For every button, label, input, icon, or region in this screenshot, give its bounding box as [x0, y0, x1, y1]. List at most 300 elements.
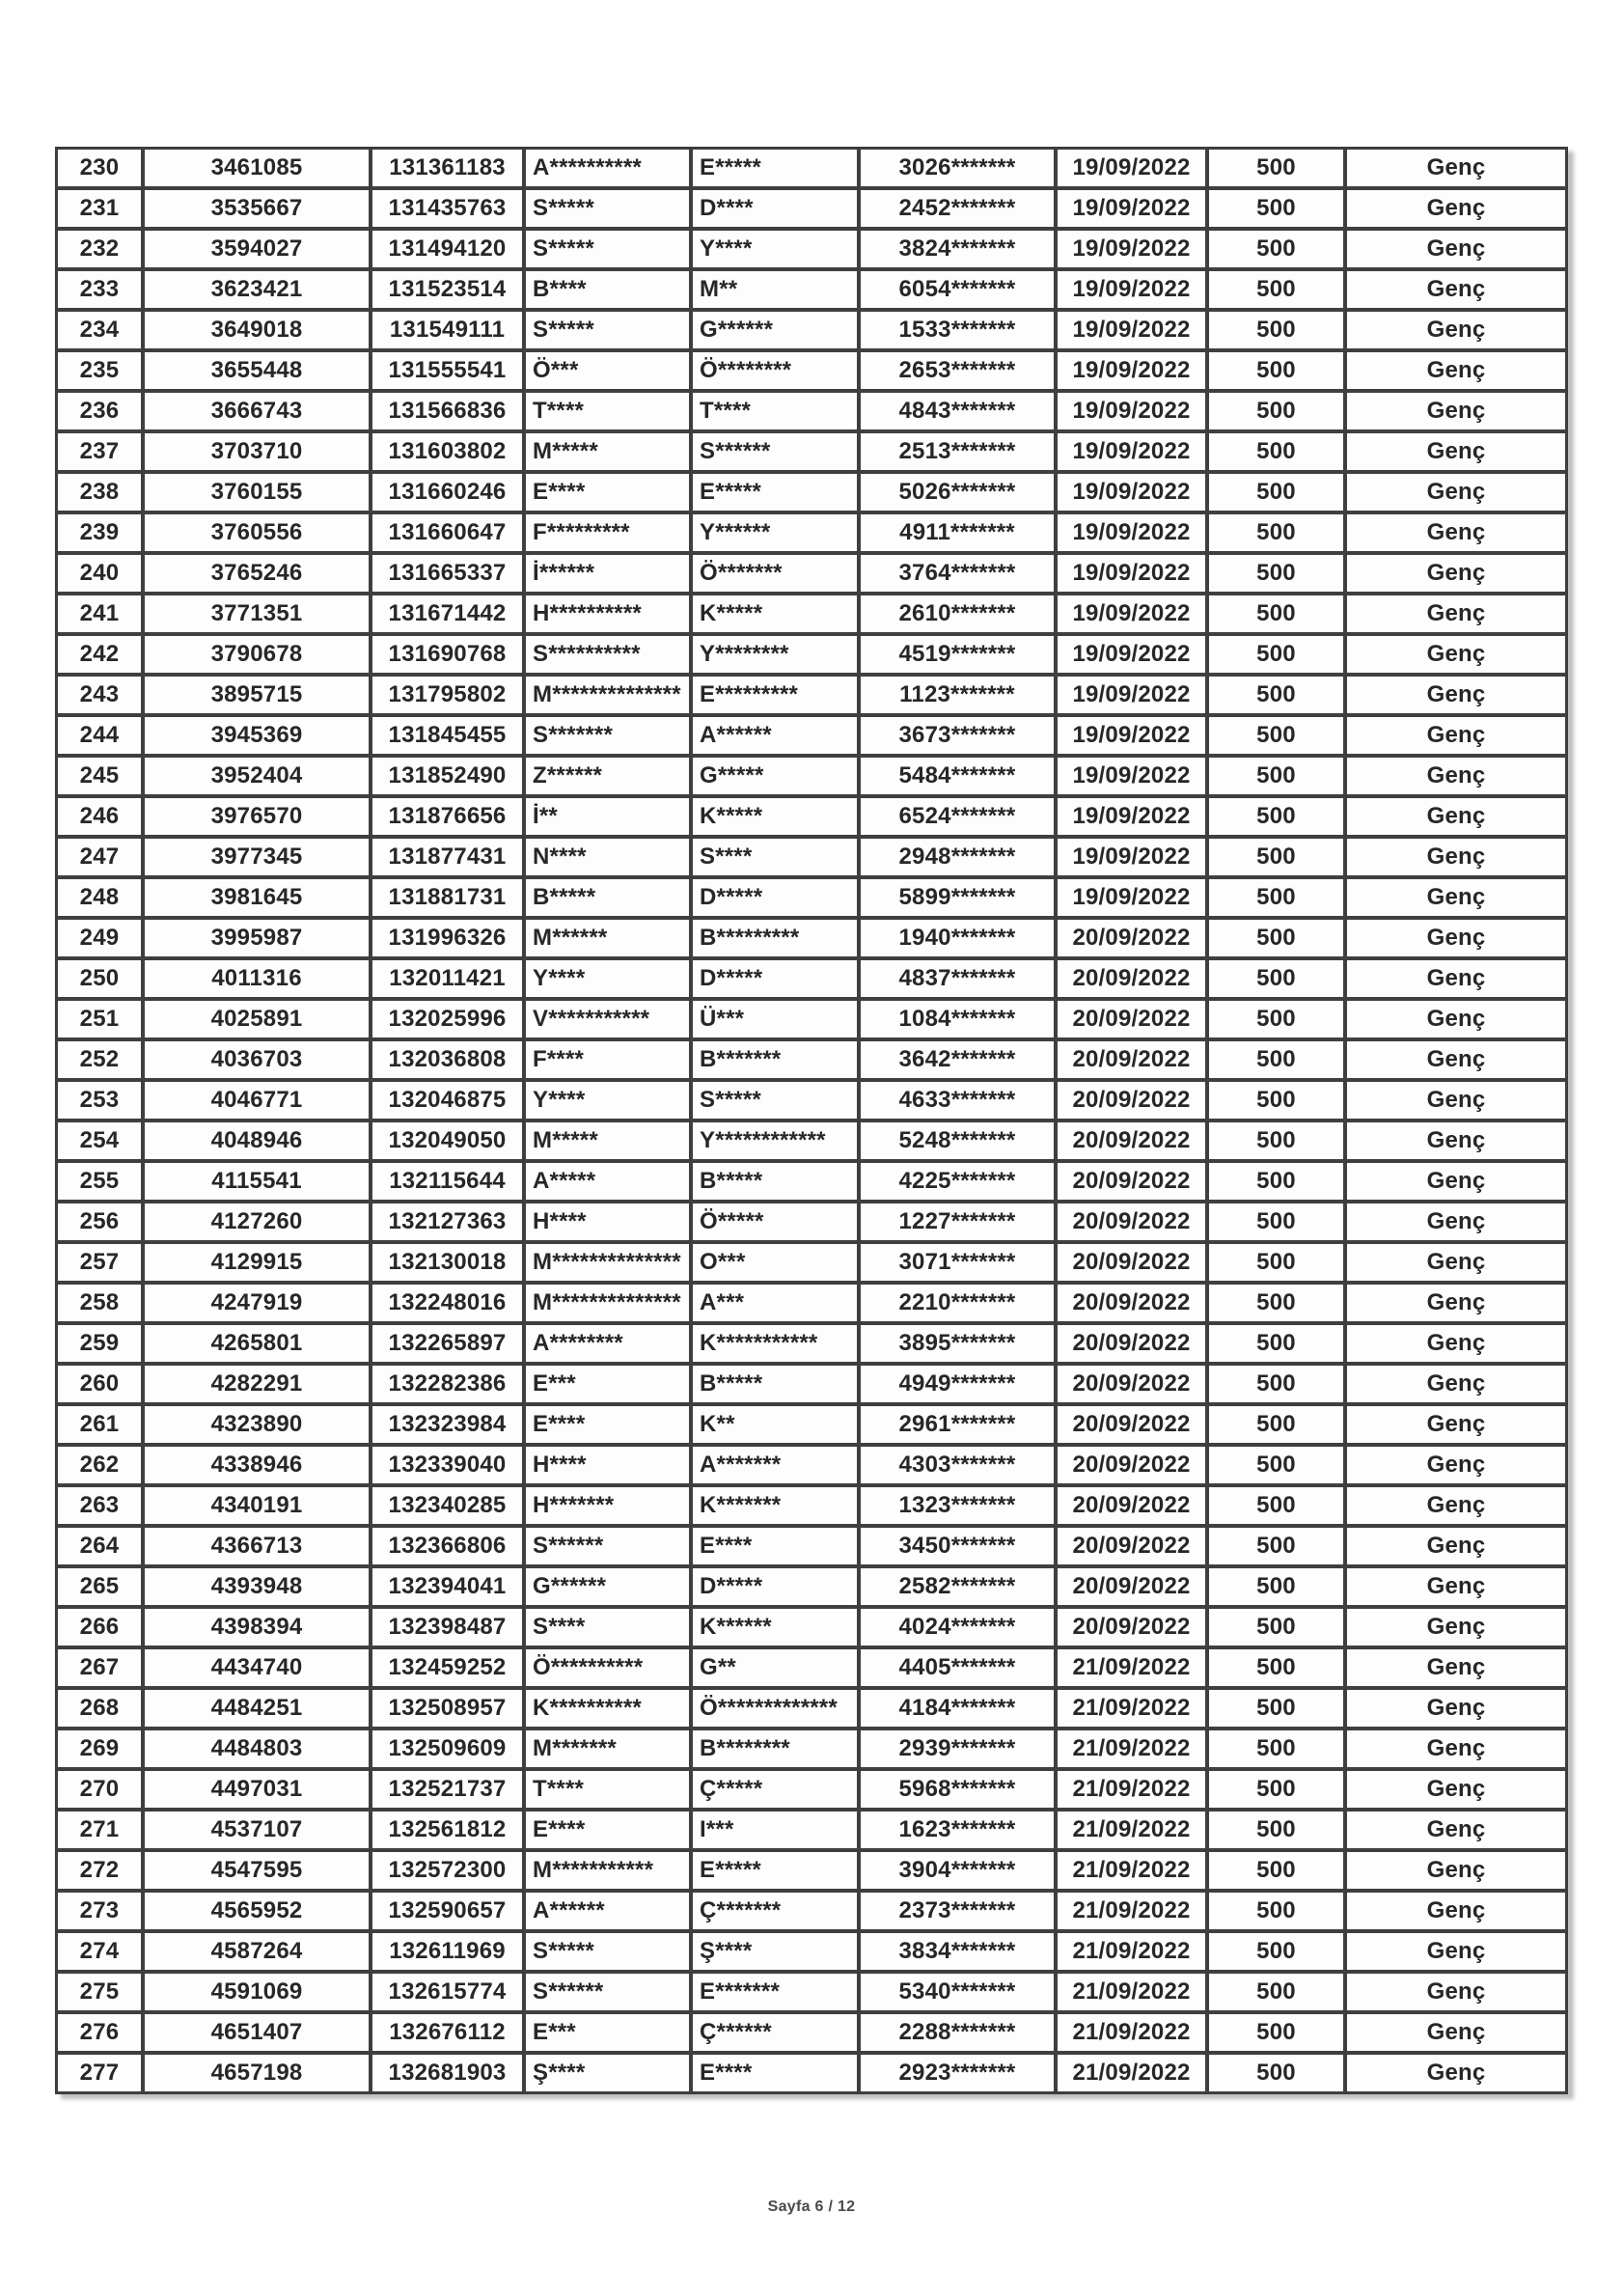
- category-cell: Genç: [1345, 1647, 1567, 1688]
- masked-first-name-cell: S*******: [524, 715, 691, 756]
- application-no-cell: 4340191: [143, 1485, 371, 1526]
- reference-no-cell: 132509609: [371, 1729, 524, 1769]
- category-cell: Genç: [1345, 512, 1567, 553]
- masked-number-cell: 2948*******: [859, 837, 1056, 877]
- table-row: [56, 634, 1567, 675]
- row-number-cell: 233: [56, 269, 143, 310]
- reference-no-cell: 132590657: [371, 1891, 524, 1931]
- table-row: [56, 1323, 1567, 1364]
- payment-date-cell: 19/09/2022: [1056, 229, 1207, 269]
- table-row: [56, 1242, 1567, 1283]
- table-row: [56, 837, 1567, 877]
- masked-first-name-cell: H****: [524, 1202, 691, 1242]
- masked-last-name-cell: B*******: [691, 1039, 859, 1080]
- reference-no-cell: 132340285: [371, 1485, 524, 1526]
- category-cell: Genç: [1345, 431, 1567, 472]
- amount-cell: 500: [1207, 1931, 1345, 1972]
- masked-first-name-cell: Ö***: [524, 350, 691, 391]
- masked-last-name-cell: Ö********: [691, 350, 859, 391]
- masked-last-name-cell: K*****: [691, 594, 859, 634]
- masked-number-cell: 4405*******: [859, 1647, 1056, 1688]
- row-number-cell: 254: [56, 1120, 143, 1161]
- reference-no-cell: 131435763: [371, 188, 524, 229]
- table-row: [56, 999, 1567, 1039]
- category-cell: Genç: [1345, 918, 1567, 958]
- payment-date-cell: 19/09/2022: [1056, 594, 1207, 634]
- amount-cell: 500: [1207, 1607, 1345, 1647]
- table-row: [56, 1891, 1567, 1931]
- table-row: [56, 391, 1567, 431]
- masked-number-cell: 2582*******: [859, 1566, 1056, 1607]
- payment-date-cell: 21/09/2022: [1056, 1647, 1207, 1688]
- amount-cell: 500: [1207, 1445, 1345, 1485]
- reference-no-cell: 132036808: [371, 1039, 524, 1080]
- masked-last-name-cell: M**: [691, 269, 859, 310]
- payment-date-cell: 19/09/2022: [1056, 756, 1207, 796]
- reference-no-cell: 132323984: [371, 1404, 524, 1445]
- application-no-cell: 3655448: [143, 350, 371, 391]
- amount-cell: 500: [1207, 1364, 1345, 1404]
- reference-no-cell: 132130018: [371, 1242, 524, 1283]
- application-no-cell: 4366713: [143, 1526, 371, 1566]
- masked-first-name-cell: H*******: [524, 1485, 691, 1526]
- payment-date-cell: 20/09/2022: [1056, 958, 1207, 999]
- masked-last-name-cell: Ü***: [691, 999, 859, 1039]
- table-row: [56, 958, 1567, 999]
- masked-number-cell: 6524*******: [859, 796, 1056, 837]
- reference-no-cell: 132459252: [371, 1647, 524, 1688]
- application-no-cell: 3666743: [143, 391, 371, 431]
- masked-first-name-cell: M*****: [524, 1120, 691, 1161]
- application-no-cell: 4651407: [143, 2012, 371, 2053]
- table-row: [56, 1647, 1567, 1688]
- category-cell: Genç: [1345, 1769, 1567, 1810]
- row-number-cell: 273: [56, 1891, 143, 1931]
- masked-last-name-cell: Y************: [691, 1120, 859, 1161]
- masked-last-name-cell: K**: [691, 1404, 859, 1445]
- reference-no-cell: 132282386: [371, 1364, 524, 1404]
- reference-no-cell: 132611969: [371, 1931, 524, 1972]
- category-cell: Genç: [1345, 634, 1567, 675]
- application-no-cell: 3623421: [143, 269, 371, 310]
- amount-cell: 500: [1207, 1120, 1345, 1161]
- category-cell: Genç: [1345, 229, 1567, 269]
- masked-first-name-cell: Ö**********: [524, 1647, 691, 1688]
- reference-no-cell: 132265897: [371, 1323, 524, 1364]
- application-no-cell: 3895715: [143, 675, 371, 715]
- masked-number-cell: 2513*******: [859, 431, 1056, 472]
- category-cell: Genç: [1345, 1202, 1567, 1242]
- table-row: [56, 594, 1567, 634]
- reference-no-cell: 131603802: [371, 431, 524, 472]
- application-no-cell: 4547595: [143, 1850, 371, 1891]
- masked-number-cell: 2961*******: [859, 1404, 1056, 1445]
- amount-cell: 500: [1207, 431, 1345, 472]
- reference-no-cell: 131494120: [371, 229, 524, 269]
- masked-last-name-cell: B********: [691, 1729, 859, 1769]
- row-number-cell: 252: [56, 1039, 143, 1080]
- category-cell: Genç: [1345, 675, 1567, 715]
- masked-first-name-cell: B****: [524, 269, 691, 310]
- category-cell: Genç: [1345, 837, 1567, 877]
- masked-number-cell: 4633*******: [859, 1080, 1056, 1120]
- row-number-cell: 240: [56, 553, 143, 594]
- masked-number-cell: 5899*******: [859, 877, 1056, 918]
- category-cell: Genç: [1345, 1364, 1567, 1404]
- category-cell: Genç: [1345, 1080, 1567, 1120]
- masked-first-name-cell: A*****: [524, 1161, 691, 1202]
- masked-first-name-cell: Ş****: [524, 2053, 691, 2093]
- masked-last-name-cell: Ş****: [691, 1931, 859, 1972]
- table-row: [56, 2053, 1567, 2093]
- masked-number-cell: 1323*******: [859, 1485, 1056, 1526]
- category-cell: Genç: [1345, 1120, 1567, 1161]
- masked-first-name-cell: H**********: [524, 594, 691, 634]
- masked-number-cell: 3895*******: [859, 1323, 1056, 1364]
- payment-date-cell: 19/09/2022: [1056, 350, 1207, 391]
- table-row: [56, 148, 1567, 188]
- reference-no-cell: 132339040: [371, 1445, 524, 1485]
- masked-last-name-cell: Y****: [691, 229, 859, 269]
- amount-cell: 500: [1207, 188, 1345, 229]
- masked-last-name-cell: E*********: [691, 675, 859, 715]
- row-number-cell: 241: [56, 594, 143, 634]
- amount-cell: 500: [1207, 1769, 1345, 1810]
- masked-first-name-cell: S*****: [524, 229, 691, 269]
- payment-date-cell: 20/09/2022: [1056, 1161, 1207, 1202]
- payment-date-cell: 20/09/2022: [1056, 1202, 1207, 1242]
- reference-no-cell: 131877431: [371, 837, 524, 877]
- masked-first-name-cell: İ**: [524, 796, 691, 837]
- application-no-cell: 4025891: [143, 999, 371, 1039]
- amount-cell: 500: [1207, 1647, 1345, 1688]
- payment-date-cell: 21/09/2022: [1056, 1769, 1207, 1810]
- masked-number-cell: 2610*******: [859, 594, 1056, 634]
- masked-last-name-cell: B*********: [691, 918, 859, 958]
- row-number-cell: 262: [56, 1445, 143, 1485]
- payment-date-cell: 19/09/2022: [1056, 391, 1207, 431]
- row-number-cell: 272: [56, 1850, 143, 1891]
- reference-no-cell: 132025996: [371, 999, 524, 1039]
- reference-no-cell: 132248016: [371, 1283, 524, 1323]
- amount-cell: 500: [1207, 229, 1345, 269]
- payment-date-cell: 19/09/2022: [1056, 472, 1207, 512]
- reference-no-cell: 132366806: [371, 1526, 524, 1566]
- masked-last-name-cell: E****: [691, 1526, 859, 1566]
- masked-last-name-cell: Ö*****: [691, 1202, 859, 1242]
- table-row: [56, 1850, 1567, 1891]
- amount-cell: 500: [1207, 1404, 1345, 1445]
- masked-number-cell: 3642*******: [859, 1039, 1056, 1080]
- application-no-cell: 4537107: [143, 1810, 371, 1850]
- reference-no-cell: 131660246: [371, 472, 524, 512]
- reference-no-cell: 132615774: [371, 1972, 524, 2012]
- category-cell: Genç: [1345, 1039, 1567, 1080]
- masked-number-cell: 4519*******: [859, 634, 1056, 675]
- row-number-cell: 234: [56, 310, 143, 350]
- table-row: [56, 1688, 1567, 1729]
- masked-last-name-cell: B*****: [691, 1161, 859, 1202]
- amount-cell: 500: [1207, 837, 1345, 877]
- row-number-cell: 268: [56, 1688, 143, 1729]
- amount-cell: 500: [1207, 715, 1345, 756]
- category-cell: Genç: [1345, 1242, 1567, 1283]
- masked-last-name-cell: Ç*****: [691, 1769, 859, 1810]
- row-number-cell: 258: [56, 1283, 143, 1323]
- amount-cell: 500: [1207, 1891, 1345, 1931]
- category-cell: Genç: [1345, 1283, 1567, 1323]
- payment-date-cell: 20/09/2022: [1056, 1364, 1207, 1404]
- payment-date-cell: 20/09/2022: [1056, 1445, 1207, 1485]
- table-row: [56, 1161, 1567, 1202]
- table-row: [56, 1202, 1567, 1242]
- masked-number-cell: 5248*******: [859, 1120, 1056, 1161]
- category-cell: Genç: [1345, 391, 1567, 431]
- category-cell: Genç: [1345, 1850, 1567, 1891]
- reference-no-cell: 131361183: [371, 148, 524, 188]
- application-no-cell: 3952404: [143, 756, 371, 796]
- row-number-cell: 231: [56, 188, 143, 229]
- amount-cell: 500: [1207, 999, 1345, 1039]
- application-no-cell: 3981645: [143, 877, 371, 918]
- masked-last-name-cell: Y********: [691, 634, 859, 675]
- table-row: [56, 1364, 1567, 1404]
- masked-first-name-cell: T****: [524, 391, 691, 431]
- amount-cell: 500: [1207, 553, 1345, 594]
- masked-number-cell: 2288*******: [859, 2012, 1056, 2053]
- reference-no-cell: 131795802: [371, 675, 524, 715]
- masked-first-name-cell: M*******: [524, 1729, 691, 1769]
- row-number-cell: 243: [56, 675, 143, 715]
- row-number-cell: 276: [56, 2012, 143, 2053]
- payment-date-cell: 19/09/2022: [1056, 675, 1207, 715]
- row-number-cell: 251: [56, 999, 143, 1039]
- masked-last-name-cell: B*****: [691, 1364, 859, 1404]
- application-no-cell: 4046771: [143, 1080, 371, 1120]
- masked-number-cell: 4949*******: [859, 1364, 1056, 1404]
- masked-first-name-cell: S**********: [524, 634, 691, 675]
- category-cell: Genç: [1345, 269, 1567, 310]
- category-cell: Genç: [1345, 1810, 1567, 1850]
- payment-date-cell: 19/09/2022: [1056, 837, 1207, 877]
- masked-last-name-cell: Ç******: [691, 2012, 859, 2053]
- masked-first-name-cell: M**************: [524, 1242, 691, 1283]
- category-cell: Genç: [1345, 1607, 1567, 1647]
- category-cell: Genç: [1345, 1161, 1567, 1202]
- reference-no-cell: 132676112: [371, 2012, 524, 2053]
- amount-cell: 500: [1207, 1526, 1345, 1566]
- application-no-cell: 3765246: [143, 553, 371, 594]
- category-cell: Genç: [1345, 148, 1567, 188]
- masked-last-name-cell: K***********: [691, 1323, 859, 1364]
- category-cell: Genç: [1345, 715, 1567, 756]
- masked-last-name-cell: Ç*******: [691, 1891, 859, 1931]
- application-no-cell: 4393948: [143, 1566, 371, 1607]
- application-no-cell: 3976570: [143, 796, 371, 837]
- masked-first-name-cell: S******: [524, 1526, 691, 1566]
- masked-first-name-cell: Y****: [524, 1080, 691, 1120]
- category-cell: Genç: [1345, 594, 1567, 634]
- payment-date-cell: 19/09/2022: [1056, 634, 1207, 675]
- table-row: [56, 188, 1567, 229]
- payment-date-cell: 20/09/2022: [1056, 1283, 1207, 1323]
- reference-no-cell: 132127363: [371, 1202, 524, 1242]
- payment-date-cell: 20/09/2022: [1056, 1039, 1207, 1080]
- payment-date-cell: 20/09/2022: [1056, 1242, 1207, 1283]
- page-number-label: Sayfa 6 / 12: [767, 2199, 856, 2215]
- amount-cell: 500: [1207, 1485, 1345, 1526]
- table-row: [56, 918, 1567, 958]
- reference-no-cell: 131671442: [371, 594, 524, 634]
- application-no-cell: 4282291: [143, 1364, 371, 1404]
- application-no-cell: 4127260: [143, 1202, 371, 1242]
- payment-date-cell: 21/09/2022: [1056, 1850, 1207, 1891]
- masked-last-name-cell: I***: [691, 1810, 859, 1850]
- category-cell: Genç: [1345, 1931, 1567, 1972]
- application-no-cell: 3945369: [143, 715, 371, 756]
- masked-last-name-cell: O***: [691, 1242, 859, 1283]
- reference-no-cell: 132049050: [371, 1120, 524, 1161]
- amount-cell: 500: [1207, 796, 1345, 837]
- amount-cell: 500: [1207, 918, 1345, 958]
- masked-number-cell: 3673*******: [859, 715, 1056, 756]
- row-number-cell: 245: [56, 756, 143, 796]
- masked-last-name-cell: E*******: [691, 1972, 859, 2012]
- row-number-cell: 242: [56, 634, 143, 675]
- masked-first-name-cell: M**************: [524, 1283, 691, 1323]
- masked-first-name-cell: S*****: [524, 1931, 691, 1972]
- masked-last-name-cell: D****: [691, 188, 859, 229]
- payment-date-cell: 19/09/2022: [1056, 512, 1207, 553]
- masked-number-cell: 4225*******: [859, 1161, 1056, 1202]
- masked-last-name-cell: E*****: [691, 472, 859, 512]
- row-number-cell: 275: [56, 1972, 143, 2012]
- table-row: [56, 472, 1567, 512]
- reference-no-cell: 132521737: [371, 1769, 524, 1810]
- masked-first-name-cell: S******: [524, 1972, 691, 2012]
- payment-date-cell: 19/09/2022: [1056, 877, 1207, 918]
- application-no-cell: 4048946: [143, 1120, 371, 1161]
- masked-number-cell: 1084*******: [859, 999, 1056, 1039]
- category-cell: Genç: [1345, 1323, 1567, 1364]
- table-row: [56, 675, 1567, 715]
- application-no-cell: 4565952: [143, 1891, 371, 1931]
- category-cell: Genç: [1345, 958, 1567, 999]
- masked-number-cell: 1940*******: [859, 918, 1056, 958]
- masked-last-name-cell: A******: [691, 715, 859, 756]
- masked-last-name-cell: A***: [691, 1283, 859, 1323]
- masked-last-name-cell: Ö*******: [691, 553, 859, 594]
- masked-number-cell: 3904*******: [859, 1850, 1056, 1891]
- table-row: [56, 1445, 1567, 1485]
- table-row: [56, 1810, 1567, 1850]
- masked-number-cell: 5340*******: [859, 1972, 1056, 2012]
- application-no-cell: 3703710: [143, 431, 371, 472]
- masked-first-name-cell: A********: [524, 1323, 691, 1364]
- category-cell: Genç: [1345, 1729, 1567, 1769]
- amount-cell: 500: [1207, 2053, 1345, 2093]
- table-row: [56, 1120, 1567, 1161]
- table-row: [56, 512, 1567, 553]
- table-row: [56, 1729, 1567, 1769]
- reference-no-cell: 131566836: [371, 391, 524, 431]
- amount-cell: 500: [1207, 1039, 1345, 1080]
- table-row: [56, 1566, 1567, 1607]
- payment-date-cell: 20/09/2022: [1056, 1566, 1207, 1607]
- payment-date-cell: 20/09/2022: [1056, 1120, 1207, 1161]
- application-no-cell: 4115541: [143, 1161, 371, 1202]
- masked-last-name-cell: K******: [691, 1607, 859, 1647]
- masked-last-name-cell: S******: [691, 431, 859, 472]
- row-number-cell: 257: [56, 1242, 143, 1283]
- amount-cell: 500: [1207, 472, 1345, 512]
- application-no-cell: 4587264: [143, 1931, 371, 1972]
- amount-cell: 500: [1207, 512, 1345, 553]
- payment-date-cell: 20/09/2022: [1056, 999, 1207, 1039]
- application-no-cell: 3535667: [143, 188, 371, 229]
- application-no-cell: 3771351: [143, 594, 371, 634]
- amount-cell: 500: [1207, 350, 1345, 391]
- payment-date-cell: 21/09/2022: [1056, 1729, 1207, 1769]
- table-row: [56, 1607, 1567, 1647]
- application-no-cell: 4011316: [143, 958, 371, 999]
- reference-no-cell: 132011421: [371, 958, 524, 999]
- masked-last-name-cell: G**: [691, 1647, 859, 1688]
- payment-date-cell: 20/09/2022: [1056, 1485, 1207, 1526]
- payment-date-cell: 20/09/2022: [1056, 918, 1207, 958]
- reference-no-cell: 131881731: [371, 877, 524, 918]
- masked-first-name-cell: V***********: [524, 999, 691, 1039]
- payment-date-cell: 21/09/2022: [1056, 2012, 1207, 2053]
- table-row: [56, 756, 1567, 796]
- amount-cell: 500: [1207, 1283, 1345, 1323]
- amount-cell: 500: [1207, 1566, 1345, 1607]
- category-cell: Genç: [1345, 796, 1567, 837]
- payment-date-cell: 21/09/2022: [1056, 2053, 1207, 2093]
- masked-first-name-cell: E****: [524, 1810, 691, 1850]
- application-no-cell: 3995987: [143, 918, 371, 958]
- row-number-cell: 237: [56, 431, 143, 472]
- payment-date-cell: 19/09/2022: [1056, 796, 1207, 837]
- table-row: [56, 269, 1567, 310]
- payment-table: [55, 147, 1568, 2094]
- masked-first-name-cell: A**********: [524, 148, 691, 188]
- row-number-cell: 259: [56, 1323, 143, 1364]
- category-cell: Genç: [1345, 877, 1567, 918]
- amount-cell: 500: [1207, 1202, 1345, 1242]
- payment-date-cell: 21/09/2022: [1056, 1972, 1207, 2012]
- amount-cell: 500: [1207, 675, 1345, 715]
- row-number-cell: 265: [56, 1566, 143, 1607]
- application-no-cell: 4484251: [143, 1688, 371, 1729]
- row-number-cell: 267: [56, 1647, 143, 1688]
- payment-date-cell: 19/09/2022: [1056, 188, 1207, 229]
- application-no-cell: 3760155: [143, 472, 371, 512]
- masked-number-cell: 4911*******: [859, 512, 1056, 553]
- masked-number-cell: 1623*******: [859, 1810, 1056, 1850]
- row-number-cell: 232: [56, 229, 143, 269]
- table-row: [56, 431, 1567, 472]
- masked-number-cell: 4837*******: [859, 958, 1056, 999]
- reference-no-cell: 132681903: [371, 2053, 524, 2093]
- reference-no-cell: 131845455: [371, 715, 524, 756]
- reference-no-cell: 132115644: [371, 1161, 524, 1202]
- masked-first-name-cell: F****: [524, 1039, 691, 1080]
- category-cell: Genç: [1345, 1972, 1567, 2012]
- masked-first-name-cell: B*****: [524, 877, 691, 918]
- reference-no-cell: 132046875: [371, 1080, 524, 1120]
- row-number-cell: 253: [56, 1080, 143, 1120]
